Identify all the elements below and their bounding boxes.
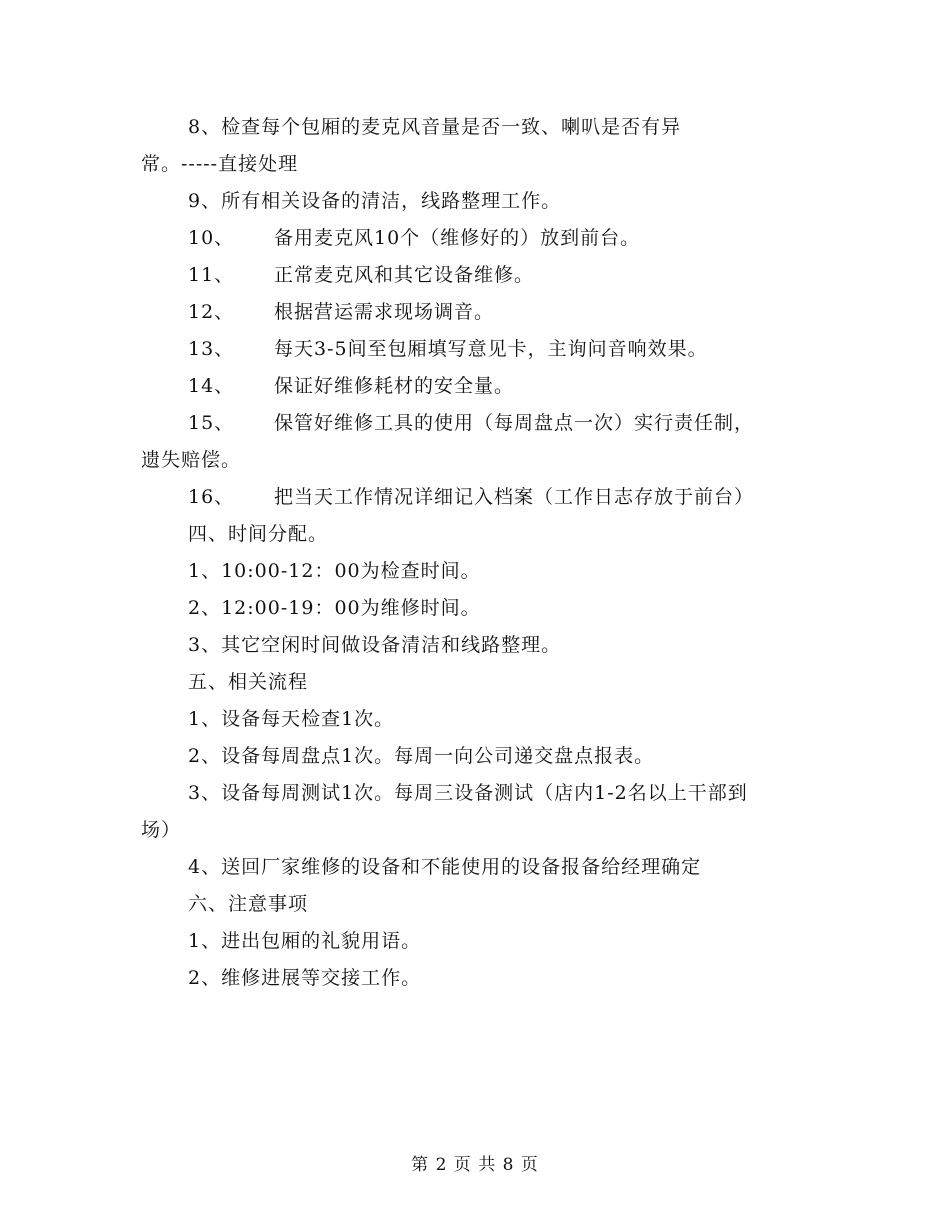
item-number: 11、 [188, 264, 235, 286]
item-text: 根据营运需求现场调音。 [274, 301, 495, 323]
item-number: 10、 [188, 227, 235, 249]
item-9-line: 9、所有相关设备的清洁，线路整理工作。 [188, 190, 562, 212]
process-item-4: 4、送回厂家维修的设备和不能使用的设备报备给经理确定 [188, 856, 702, 878]
time-item-2: 2、12:00-19：00为维修时间。 [188, 597, 481, 619]
item-text: 备用麦克风10个（维修好的）放到前台。 [274, 227, 641, 249]
item-10-line [188, 226, 640, 250]
item-15-continuation: 遗失赔偿。 [141, 449, 242, 471]
item-number: 16、 [188, 486, 235, 508]
section-heading-time: 四、时间分配。 [188, 523, 329, 545]
section-heading-process: 五、相关流程 [188, 671, 309, 693]
item-text: 正常麦克风和其它设备维修。 [274, 264, 535, 286]
item-13-line [188, 337, 708, 361]
item-text: 把当天工作情况详细记入档案（工作日志存放于前台） [274, 486, 755, 508]
item-16-line [188, 485, 754, 509]
item-number: 12、 [188, 301, 235, 323]
item-text: 保管好维修工具的使用（每周盘点一次）实行责任制， [274, 412, 755, 434]
page-footer: 第 2 页 共 8 页 [411, 1155, 539, 1175]
item-8-continuation: 常。-----直接处理 [141, 153, 299, 175]
item-number: 15、 [188, 412, 235, 434]
item-number: 14、 [188, 375, 235, 397]
time-item-3: 3、其它空闲时间做设备清洁和线路整理。 [188, 634, 562, 656]
time-item-1: 1、10:00-12：00为检查时间。 [188, 560, 481, 582]
process-item-3: 3、设备每周测试1次。每周三设备测试（店内1-2名以上干部到 [188, 782, 748, 804]
notes-item-2: 2、维修进展等交接工作。 [188, 967, 422, 989]
item-14-line [188, 374, 514, 398]
process-item-3-continuation: 场） [141, 819, 182, 841]
item-8-line: 8、检查每个包厢的麦克风音量是否一致、喇叭是否有异 [188, 116, 682, 138]
item-15-line [188, 411, 754, 435]
notes-item-1: 1、进出包厢的礼貌用语。 [188, 930, 422, 952]
item-number: 13、 [188, 338, 235, 360]
item-12-line [188, 300, 494, 324]
process-item-1: 1、设备每天检查1次。 [188, 708, 395, 730]
item-11-line [188, 263, 534, 287]
process-item-2: 2、设备每周盘点1次。每周一向公司递交盘点报表。 [188, 745, 655, 767]
item-text: 保证好维修耗材的安全量。 [274, 375, 515, 397]
section-heading-notes: 六、注意事项 [188, 893, 309, 915]
item-text: 每天3-5间至包厢填写意见卡，主询问音响效果。 [274, 338, 708, 360]
